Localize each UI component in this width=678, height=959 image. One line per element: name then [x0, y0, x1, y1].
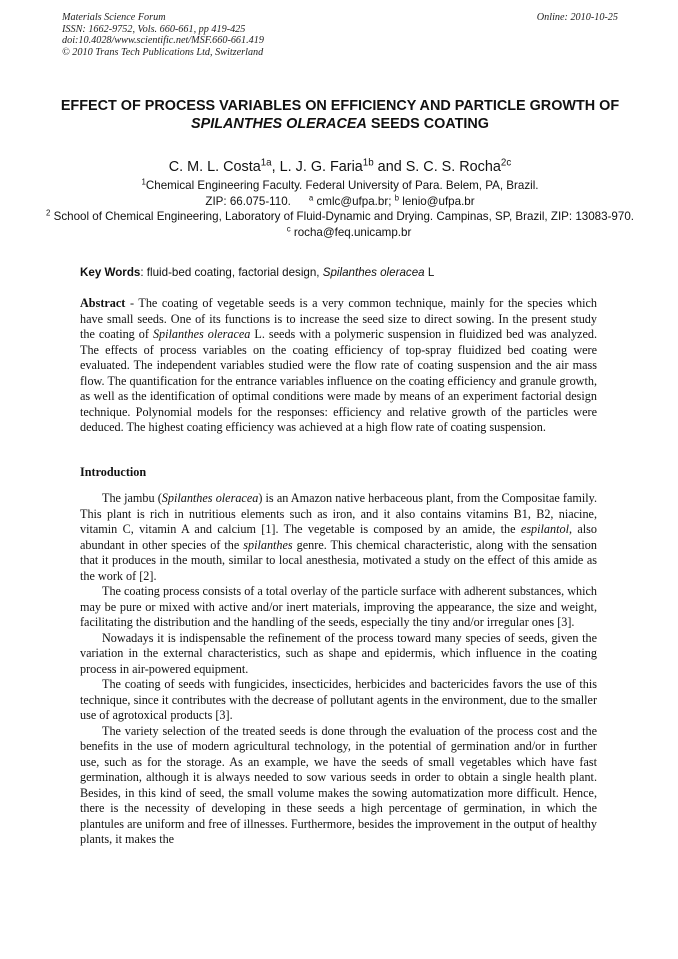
- author-name: L. J. G. Faria: [279, 159, 363, 175]
- online-date: Online: 2010-10-25: [536, 12, 618, 23]
- email-c[interactable]: rocha@feq.unicamp.br: [290, 225, 412, 239]
- title-species: SPILANTHES OLERACEA: [191, 116, 367, 132]
- author-name: S. C. S. Rocha: [405, 159, 501, 175]
- paragraph-text: ) is an Amazon native herbaceous plant, from the Compositae family. This plant is rich in nutritious elements such as iron, and it also contains vitamins B1, B2, niacine, vitamin C, vitamin A and calcium [1]. The vegetable is composed by an amide, the: [80, 491, 597, 536]
- affiliation-2-text: School of Chemical Engineering, Laboratory of Fluid-Dynamic and Drying. Campinas, SP, Brazil, ZIP: 13083-970.: [50, 210, 635, 223]
- paragraph: The variety selection of the treated seeds is done through the evaluation of the process cost and the benefits in the use of modern agricultural technology, in the potential of germination and/or in further use, such as for the storage. As an example, we have the seeds of small vegetables which have fast germination, although it is always needed to sow various seeds in order to obtain a single health plant. Besides, in this kind of seed, the small volume makes the sowing automatization more difficult. Hence, there is the necessity of developing in these seeds a high percentage of germination, in which the plantules are uniform and free of illnesses. Furthermore, besides the improvement in the output of healthy plants, it makes the: [80, 723, 597, 846]
- keywords: [80, 266, 600, 280]
- journal-name: Materials Science Forum: [62, 12, 166, 23]
- email-a[interactable]: cmlc@ufpa.br;: [313, 194, 395, 208]
- abstract: [80, 296, 597, 436]
- email-b[interactable]: lenio@ufpa.br: [399, 194, 475, 208]
- author-affiliation-mark: 2c: [500, 157, 512, 169]
- author-list: [40, 158, 640, 176]
- copyright-line: © 2010 Trans Tech Publications Ltd, Switzerland: [62, 46, 264, 58]
- section-heading-introduction: Introduction: [80, 465, 147, 479]
- issn-line: ISSN: 1662-9752, Vols. 660-661, pp 419-425: [62, 23, 246, 35]
- publication-info: [62, 12, 618, 58]
- paragraph: The coating process consists of a total overlay of the particle surface with adherent substances, which may be pure or mixed with active and/or inert materials, improving the appearance, the size and weight, facilitating the distribution and the handling of the seeds, especially the tiny and/or irregular ones [3].: [80, 584, 597, 629]
- paragraph: Nowadays it is indispensable the refinement of the process toward many species of seeds, given the variation in the external characteristics, such as shape and epidermis, which influence in the coating process in air-powered equipment.: [80, 630, 597, 676]
- abstract-species: Spilanthes oleracea: [152, 327, 251, 341]
- email-c-mark: c: [286, 224, 291, 234]
- author-affiliation-mark: 1b: [362, 157, 374, 169]
- paragraph-text: The jambu (: [102, 491, 162, 505]
- affiliation-2-mark: 2: [45, 208, 51, 218]
- keywords-species: Spilanthes oleracea: [322, 266, 425, 279]
- introduction-body: [80, 491, 597, 848]
- affiliation-1-text: Chemical Engineering Faculty. Federal University of Para. Belem, PA, Brazil.: [145, 179, 539, 192]
- affiliation-1: [60, 178, 620, 209]
- abstract-text-2: L. seeds with a polymeric suspension in fluidized bed was analyzed. The effects of process variables on the coating efficiency of top-spray fluidized bed coating were evaluated. The independent variables studied were the flow rate of coating suspension and the air mass flow. The quantification for the entrance variables influence on the coating efficiency and granule growth, as well as the identification of optimal conditions were made by means of an experiment factorial design technique. Polynomial models for the responses: efficiency and relative growth of the particles were deduced. The highest coating efficiency was achieved at a high flow rate of coating suspension.: [80, 327, 598, 434]
- abstract-text-1: - The coating of vegetable seeds is a very common technique, mainly for the species which have small seeds. One of its functions is to increase the seed size to direct sowing. In the present study the coating of: [80, 296, 597, 341]
- paragraph-species: Spilanthes oleracea: [161, 491, 259, 505]
- paragraph: The coating of seeds with fungicides, insecticides, herbicides and bactericides favors the use of this technique, since it contributes with the decrease of pollutant agents in the environment, due to the smaller use of agrotoxical products [3].: [80, 677, 597, 722]
- affiliation-2: [40, 209, 640, 240]
- keywords-text: : fluid-bed coating, factorial design,: [140, 266, 323, 279]
- abstract-label: Abstract: [80, 296, 126, 310]
- paragraph-term: spilanthes: [243, 537, 293, 552]
- affiliation-1-mark: 1: [141, 177, 146, 187]
- author-separator: and: [373, 159, 406, 175]
- email-a-mark: a: [308, 193, 314, 203]
- paper-title: [60, 97, 620, 133]
- author-affiliation-mark: 1a: [260, 157, 272, 169]
- paragraph-term: espilantol: [520, 522, 569, 536]
- title-part-2: SEEDS COATING: [366, 116, 489, 132]
- keywords-label: Key Words: [80, 266, 141, 279]
- author-separator: ,: [271, 159, 280, 175]
- doi-line[interactable]: doi:10.4028/www.scientific.net/MSF.660-661.419: [62, 35, 264, 47]
- title-part-1: EFFECT OF PROCESS VARIABLES ON EFFICIENCY AND PARTICLE GROWTH OF: [60, 98, 620, 114]
- author-name: C. M. L. Costa: [168, 159, 261, 175]
- paragraph-text: , also abundant in other species of the: [80, 522, 597, 552]
- paragraph: [80, 491, 597, 584]
- keywords-tail: L: [424, 266, 435, 279]
- page-header: [62, 12, 618, 58]
- affiliation-1-zip: ZIP: 66.075-110.: [205, 194, 291, 208]
- email-b-mark: b: [394, 193, 400, 203]
- paragraph-text: genre. This chemical characteristic, along with the sensation that it produces in the mouth, similar to local anesthesia, motivated a study on the effect of this amide as the work of [2].: [80, 537, 597, 583]
